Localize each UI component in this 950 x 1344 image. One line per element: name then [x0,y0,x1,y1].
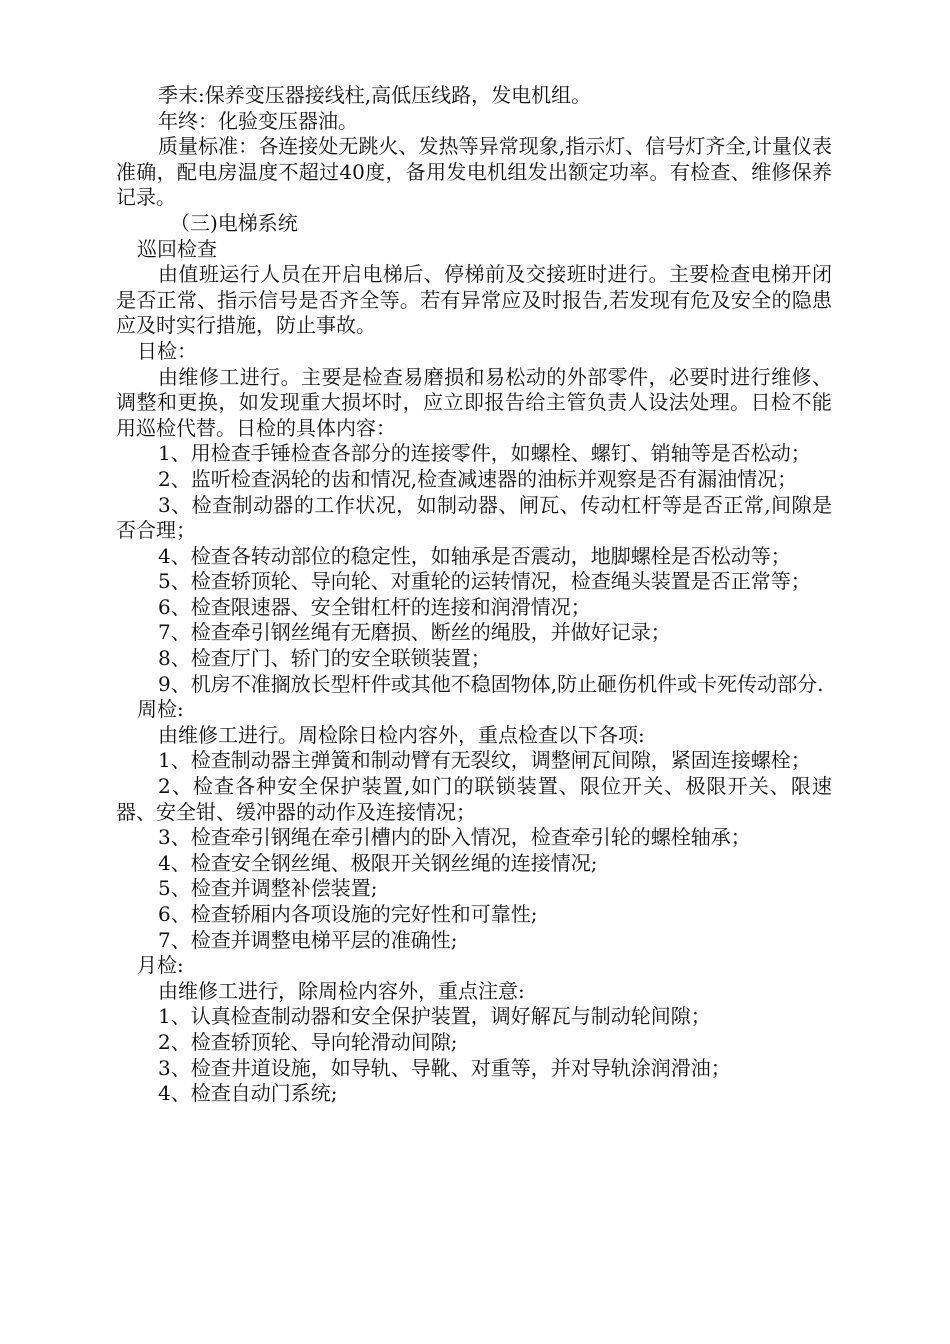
list-item: 7、检查牵引钢丝绳有无磨损、断丝的绳股，并做好记录； [158,620,671,645]
list-item: 5、检查轿顶轮、导向轮、对重轮的运转情况，检查绳头装置是否正常等； [158,569,811,594]
paragraph: 由维修工进行，除周检内容外，重点注意: [158,978,525,1003]
subsection-heading: 周检: [137,697,184,722]
list-item: 4、检查自动门系统; [158,1081,338,1106]
list-item: 1、认真检查制动器和安全保护装置，调好解瓦与制动轮间隙； [158,1004,711,1029]
list-item: 2、检查各种安全保护装置,如门的联锁装置、限位开关、极限开关、限速器、安全钳、缓冲器的动作及连接情况； [116,774,832,824]
paragraph: 由维修工进行。周检除日检内容外，重点检查以下各项: [158,722,645,747]
list-item: 8、检查厅门、轿门的安全联锁装置； [158,646,491,671]
list-item: 6、检查轿厢内各项设施的完好性和可靠性; [158,902,538,926]
paragraph: 由值班运行人员在开启电梯后、停梯前及交接班时进行。主要检查电梯开闭是否正常、指示信号是否齐全等。若有异常应及时报告,若发现有危及安全的隐患应及时实行措施，防止事故。 [116,262,832,338]
list-item: 4、检查各转动部位的稳定性，如轴承是否震动，地脚螺栓是否松动等； [158,543,791,568]
list-item: 9、机房不准搁放长型杆件或其他不稳固物体,防止砸伤机件或卡死传动部分. [158,671,824,696]
paragraph: 季末:保养变压器接线柱,高低压线路，发电机组。 [158,83,592,107]
subsection-heading: 巡回检查 [137,236,217,261]
list-item: 6、检查限速器、安全钳杠杆的连接和润滑情况； [158,594,591,619]
paragraph: 由维修工进行。主要是检查易磨损和易松动的外部零件，必要时进行维修、调整和更换，如发现重大损坏时，应立即报告给主管负责人设法处理。日检不能用巡检代替。日检的具体内容： [116,364,832,440]
list-item: 2、检查轿顶轮、导向轮滑动间隙; [158,1029,458,1054]
list-item: 2、监听检查涡轮的齿和情况,检查减速器的油标并观察是否有漏油情况； [158,466,798,491]
document-page [116,83,832,1107]
list-item: 4、检查安全钢丝绳、极限开关钢丝绳的连接情况; [158,850,598,875]
list-item: 3、检查井道设施，如导轨、导靴、对重等，并对导轨涂润滑油； [158,1055,731,1080]
subsection-heading: 日检： [137,338,197,363]
subsection-heading: 月检: [137,953,184,978]
paragraph: 年终：化验变压器油。 [158,108,358,133]
list-item: 3、检查制动器的工作状况，如制动器、闸瓦、传动杠杆等是否正常,间隙是否合理； [116,492,832,543]
section-heading: （三)电梯系统 [170,210,298,235]
list-item: 1、用检查手锤检查各部分的连接零件，如螺栓、螺钉、销轴等是否松动； [158,441,811,466]
paragraph: 质量标准：各连接处无跳火、发热等异常现象,指示灯、信号灯齐全,计量仪表准确，配电房温度不超过40度，备用发电机组发出额定功率。有检查、维修保养记录。 [116,134,832,210]
list-item: 3、检查牵引钢绳在牵引槽内的卧入情况，检查牵引轮的螺栓轴承； [158,825,751,850]
list-item: 1、检查制动器主弹簧和制动臂有无裂纹，调整闸瓦间隙，紧固连接螺栓； [158,748,811,773]
list-item: 5、检查并调整补偿装置; [158,876,378,901]
list-item: 7、检查并调整电梯平层的准确性; [158,927,458,952]
